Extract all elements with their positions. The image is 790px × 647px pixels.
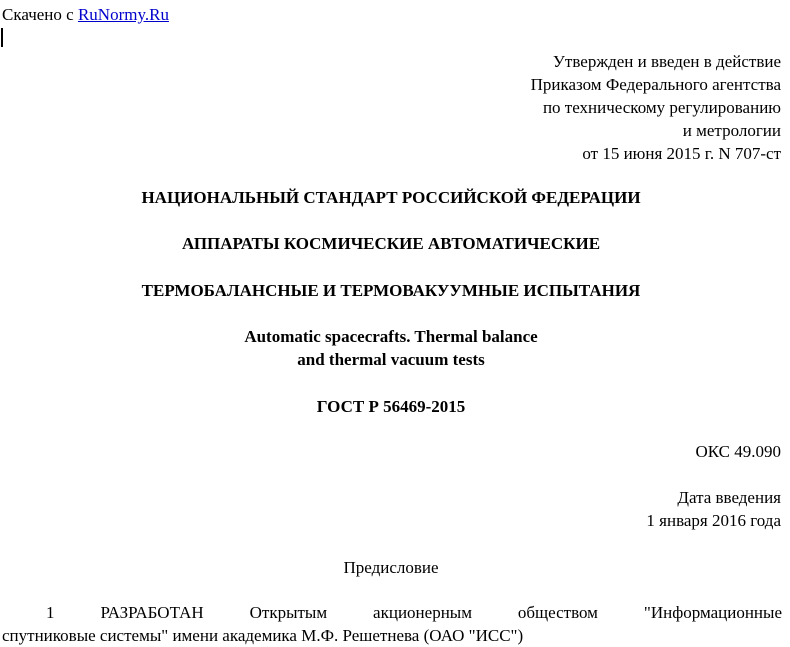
paragraph-word: 1 <box>46 603 55 622</box>
paragraph-word: РАЗРАБОТАН <box>100 603 204 622</box>
paragraph-word: "Информационные <box>643 603 782 622</box>
approval-line: по техническому регулированию <box>542 98 781 117</box>
english-title <box>0 325 782 371</box>
gost-number: ГОСТ Р 56469-2015 <box>316 397 466 416</box>
approval-line: Утвержден и введен в действие <box>552 52 781 71</box>
standard-type-title: НАЦИОНАЛЬНЫЙ СТАНДАРТ РОССИЙСКОЙ ФЕДЕРАЦИИ <box>141 188 641 207</box>
approval-line: от 15 июня 2015 г. N 707-ст <box>582 144 781 163</box>
document-title: АППАРАТЫ КОСМИЧЕСКИЕ АВТОМАТИЧЕСКИЕ <box>181 234 601 253</box>
approval-block <box>531 50 781 165</box>
intro-date-label: Дата введения <box>677 488 781 507</box>
oks-code: ОКС 49.090 <box>695 442 781 461</box>
preface-paragraph <box>2 601 782 647</box>
paragraph-word: обществом <box>517 603 598 622</box>
source-prefix: Скачено с <box>2 5 78 24</box>
approval-line: Приказом Федерального агентства <box>530 75 781 94</box>
intro-date-value: 1 января 2016 года <box>646 511 781 530</box>
source-line <box>2 3 169 26</box>
paragraph-line <box>2 601 782 624</box>
paragraph-word: Открытым <box>249 603 328 622</box>
preface-heading: Предисловие <box>343 558 439 577</box>
document-subtitle: ТЕРМОБАЛАНСНЫЕ И ТЕРМОВАКУУМНЫЕ ИСПЫТАНИЯ <box>141 281 641 300</box>
approval-line: и метрологии <box>682 121 781 140</box>
paragraph-word: акционерным <box>373 603 472 622</box>
source-link[interactable]: RuNormy.Ru <box>77 5 169 24</box>
text-cursor <box>1 28 3 47</box>
intro-date-block <box>646 486 781 532</box>
english-title-line: Automatic spacecrafts. Thermal balance <box>244 327 538 346</box>
english-title-line: and thermal vacuum tests <box>297 350 485 369</box>
paragraph-line: спутниковые системы" имени академика М.Ф. Решетнева (ОАО "ИСС") <box>2 626 524 645</box>
